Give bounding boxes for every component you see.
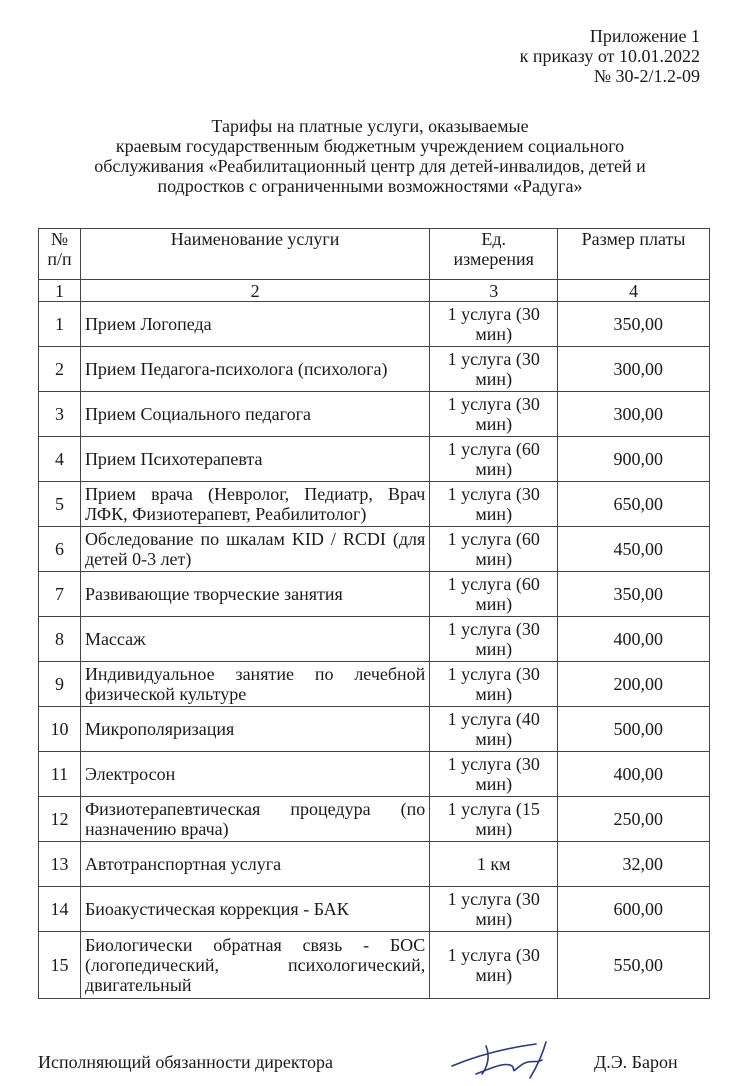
row-number: 13	[39, 842, 81, 887]
row-number: 8	[39, 617, 81, 662]
title-line: краевым государственным бюджетным учреждением социального	[115, 136, 625, 156]
table-header-row	[39, 229, 710, 280]
header-price: Размер платы	[558, 229, 710, 280]
service-price: 550,00	[558, 932, 710, 999]
unit-of-measure	[430, 482, 558, 527]
service-name: Прием Педагога-психолога (психолога)	[80, 347, 429, 392]
unit-line: 1 услуга (40	[447, 709, 540, 729]
unit-of-measure	[430, 347, 558, 392]
unit-line: мин)	[475, 639, 513, 659]
unit-line: мин)	[475, 729, 513, 749]
document-title	[40, 116, 700, 196]
unit-line: мин)	[475, 549, 513, 569]
header-number-label: п/п	[47, 249, 72, 269]
row-number: 11	[39, 752, 81, 797]
table-row	[39, 752, 710, 797]
header-number-sign: №	[50, 229, 69, 249]
unit-line: 1 услуга (30	[447, 349, 540, 369]
service-name: Прием Логопеда	[80, 302, 429, 347]
unit-line: мин)	[475, 324, 513, 344]
title-line: подростков с ограниченными возможностями «Радуга»	[157, 176, 583, 196]
appendix-reference	[520, 26, 700, 86]
unit-of-measure	[430, 572, 558, 617]
table-row	[39, 302, 710, 347]
row-number: 6	[39, 527, 81, 572]
unit-line: мин)	[475, 965, 513, 985]
service-price: 300,00	[558, 347, 710, 392]
header-service-name: Наименование услуги	[80, 229, 429, 280]
column-index: 3	[430, 280, 558, 302]
unit-line: мин)	[475, 459, 513, 479]
header-unit-line: измерения	[453, 249, 534, 269]
signatory-name: Д.Э. Барон	[594, 1052, 678, 1072]
table-row	[39, 572, 710, 617]
unit-line: 1 услуга (30	[447, 304, 540, 324]
title-line: обслуживания «Реабилитационный центр для детей-инвалидов, детей и	[94, 156, 646, 176]
table-row	[39, 617, 710, 662]
service-price: 400,00	[558, 617, 710, 662]
service-price: 500,00	[558, 707, 710, 752]
appendix-number-line: № 30-2/1.2-09	[593, 66, 700, 86]
unit-of-measure	[430, 302, 558, 347]
service-name: Прием Психотерапевта	[80, 437, 429, 482]
table-row	[39, 527, 710, 572]
appendix-line: Приложение 1	[589, 26, 700, 46]
unit-line: 1 услуга (30	[447, 394, 540, 414]
unit-of-measure	[430, 392, 558, 437]
unit-line: 1 услуга (30	[447, 889, 540, 909]
service-price: 600,00	[558, 887, 710, 932]
unit-of-measure	[430, 662, 558, 707]
service-price: 250,00	[558, 797, 710, 842]
column-index-row	[39, 280, 710, 302]
unit-line: мин)	[475, 909, 513, 929]
header-number	[39, 229, 81, 280]
row-number: 9	[39, 662, 81, 707]
table-row	[39, 347, 710, 392]
unit-line: 1 услуга (30	[447, 945, 540, 965]
tariffs-table	[38, 228, 710, 999]
table-row	[39, 392, 710, 437]
appendix-order-line: к приказу от 10.01.2022	[519, 46, 700, 66]
service-name: Биологически обратная связь - БОС (логопедический, психологический, двигательный	[80, 932, 429, 999]
unit-line: мин)	[475, 774, 513, 794]
unit-of-measure	[430, 932, 558, 999]
service-price: 32,00	[558, 842, 710, 887]
unit-line: мин)	[475, 819, 513, 839]
unit-line: мин)	[475, 369, 513, 389]
column-index: 1	[39, 280, 81, 302]
row-number: 10	[39, 707, 81, 752]
table-row	[39, 707, 710, 752]
unit-line: 1 км	[476, 854, 511, 874]
row-number: 15	[39, 932, 81, 999]
service-name: Биоакустическая коррекция - БАК	[80, 887, 429, 932]
column-index: 2	[80, 280, 429, 302]
header-unit	[430, 229, 558, 280]
service-name: Прием врача (Невролог, Педиатр, Врач ЛФК, Физиотерапевт, Реабилитолог)	[80, 482, 429, 527]
table-row	[39, 887, 710, 932]
unit-line: 1 услуга (60	[447, 529, 540, 549]
table-row	[39, 932, 710, 999]
table-row	[39, 437, 710, 482]
service-price: 350,00	[558, 302, 710, 347]
table-row	[39, 482, 710, 527]
header-unit-line: Ед.	[481, 229, 507, 249]
service-name: Физиотерапевтическая процедура (по назначению врача)	[80, 797, 429, 842]
unit-of-measure	[430, 842, 558, 887]
service-name: Автотранспортная услуга	[80, 842, 429, 887]
column-index: 4	[558, 280, 710, 302]
table-row	[39, 842, 710, 887]
service-price: 400,00	[558, 752, 710, 797]
unit-line: мин)	[475, 684, 513, 704]
service-price: 300,00	[558, 392, 710, 437]
row-number: 12	[39, 797, 81, 842]
table-row	[39, 797, 710, 842]
service-name: Массаж	[80, 617, 429, 662]
unit-line: 1 услуга (30	[447, 619, 540, 639]
unit-line: 1 услуга (15	[447, 799, 540, 819]
service-name: Прием Социального педагога	[80, 392, 429, 437]
service-name: Микрополяризация	[80, 707, 429, 752]
unit-line: мин)	[475, 594, 513, 614]
row-number: 14	[39, 887, 81, 932]
unit-line: 1 услуга (30	[447, 484, 540, 504]
service-name: Развивающие творческие занятия	[80, 572, 429, 617]
unit-line: 1 услуга (30	[447, 754, 540, 774]
row-number: 7	[39, 572, 81, 617]
title-line: Тарифы на платные услуги, оказываемые	[211, 116, 529, 136]
service-price: 450,00	[558, 527, 710, 572]
unit-of-measure	[430, 617, 558, 662]
row-number: 4	[39, 437, 81, 482]
unit-of-measure	[430, 797, 558, 842]
handwritten-signature	[446, 1036, 586, 1085]
table-row	[39, 662, 710, 707]
service-price: 200,00	[558, 662, 710, 707]
unit-line: мин)	[475, 414, 513, 434]
service-name: Электросон	[80, 752, 429, 797]
unit-line: мин)	[475, 504, 513, 524]
service-name: Обследование по шкалам KID / RCDI (для детей 0-3 лет)	[80, 527, 429, 572]
service-price: 650,00	[558, 482, 710, 527]
row-number: 2	[39, 347, 81, 392]
service-name: Индивидуальное занятие по лечебной физической культуре	[80, 662, 429, 707]
row-number: 5	[39, 482, 81, 527]
service-price: 350,00	[558, 572, 710, 617]
unit-line: 1 услуга (60	[447, 439, 540, 459]
unit-of-measure	[430, 707, 558, 752]
service-price: 900,00	[558, 437, 710, 482]
row-number: 3	[39, 392, 81, 437]
unit-of-measure	[430, 437, 558, 482]
row-number: 1	[39, 302, 81, 347]
unit-of-measure	[430, 887, 558, 932]
unit-line: 1 услуга (30	[447, 664, 540, 684]
unit-line: 1 услуга (60	[447, 574, 540, 594]
unit-of-measure	[430, 527, 558, 572]
unit-of-measure	[430, 752, 558, 797]
signatory-position: Исполняющий обязанности директора	[38, 1052, 334, 1072]
